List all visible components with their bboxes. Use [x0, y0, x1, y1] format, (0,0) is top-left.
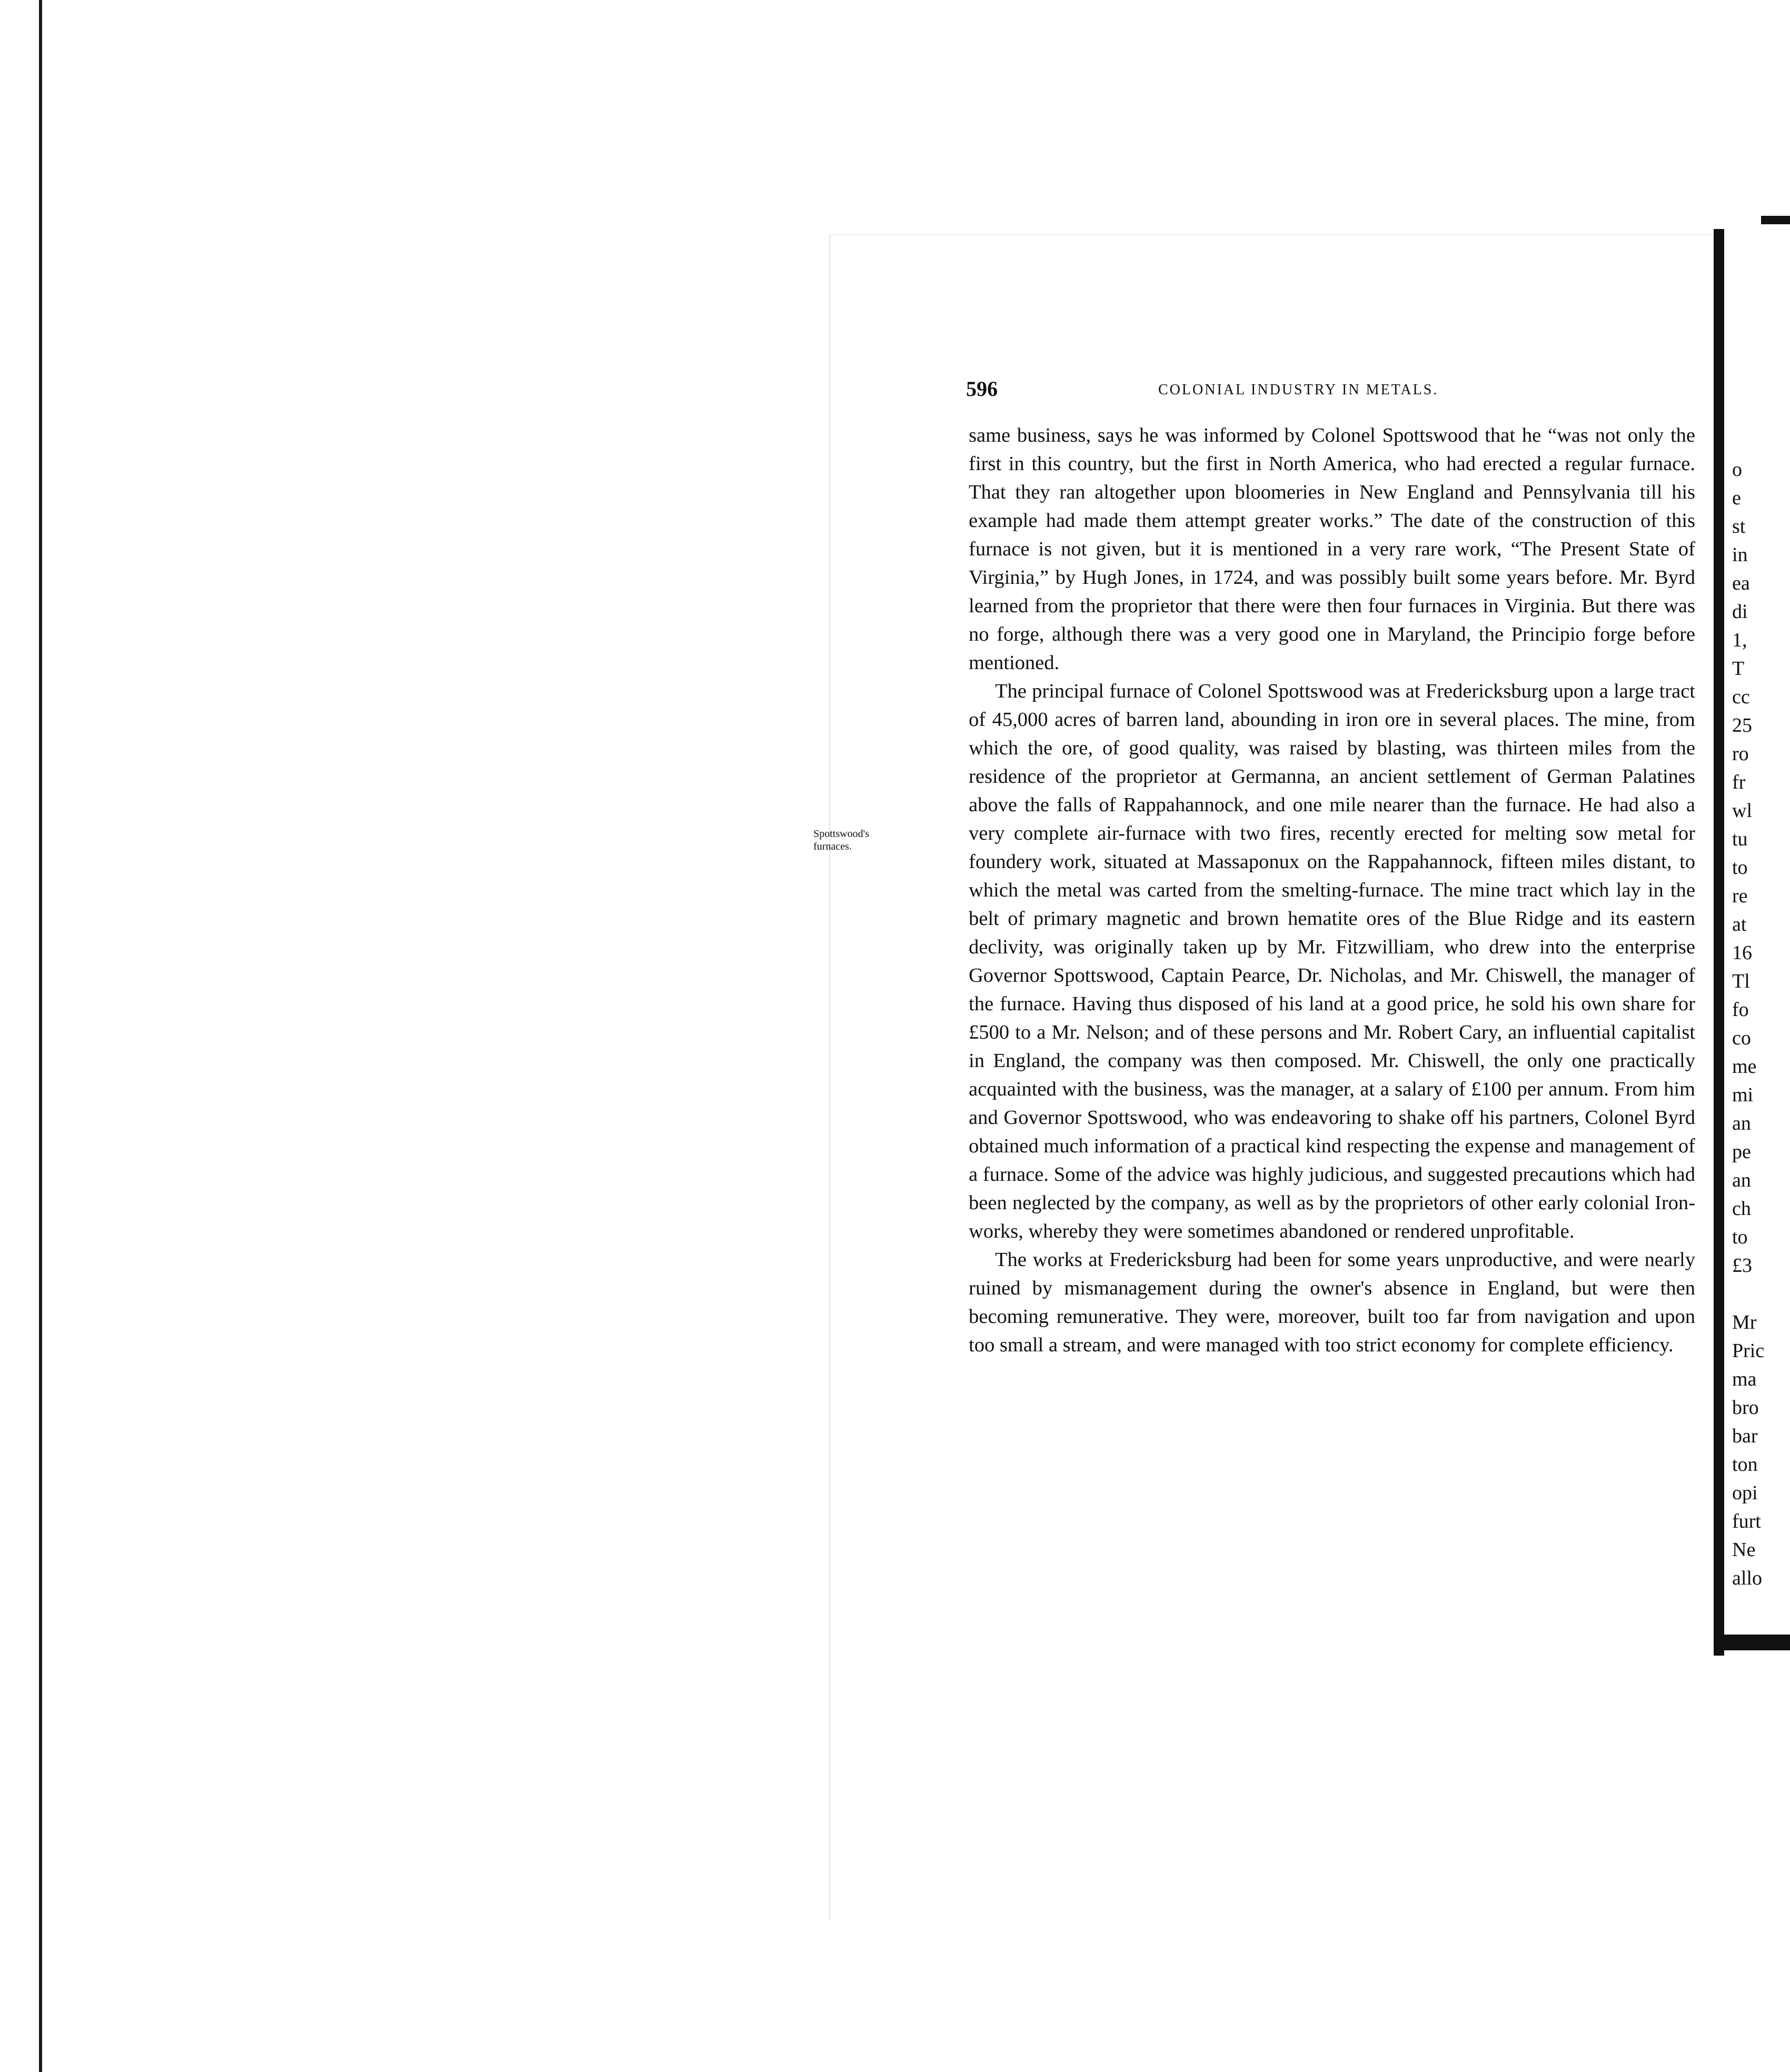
running-title: COLONIAL INDUSTRY IN METALS. — [1158, 382, 1439, 398]
next-page-fragment: mi — [1732, 1084, 1754, 1106]
page-header — [966, 376, 1703, 408]
next-page-fragment: T — [1732, 658, 1745, 680]
next-page-fragment: in — [1732, 544, 1748, 566]
scan-margin-line — [39, 0, 42, 2072]
next-page-fragment: 1, — [1732, 629, 1747, 651]
next-page-fragment: ea — [1732, 572, 1750, 594]
next-page-fragment: o — [1732, 459, 1742, 481]
next-page-fragment: e — [1732, 487, 1741, 509]
next-page-fragment: ro — [1732, 743, 1749, 765]
next-page-fragment: allo — [1732, 1567, 1762, 1589]
paragraph-1: same business, says he was informed by Colonel Spottswood that he “was not only the first in this country, but the first in North America, who had erected a regular furnace. That they ran altogether upon bloomeries in New England and Pennsylvania till his example had made them attempt greater works.” The date of the construction of this furnace is not given, but it is mentioned in a very rare work, “The Present State of Virginia,” by Hugh Jones, in 1724, and was possibly built some years before. Mr. Byrd learned from the proprietor that there were then four furnaces in Virginia. But there was no forge, although there was a very good one in Maryland, the Principio forge before mentioned. — [969, 424, 1695, 674]
next-page-fragment: 25 — [1732, 714, 1752, 736]
next-page-fragment: bro — [1732, 1397, 1759, 1419]
next-page-fragment: opi — [1732, 1482, 1758, 1504]
binding-mark-bottom — [1714, 1635, 1790, 1650]
next-page-fragment: an — [1732, 1169, 1751, 1191]
next-page-fragment: an — [1732, 1112, 1751, 1134]
next-page-fragment: ma — [1732, 1368, 1757, 1390]
next-page-fragment: cc — [1732, 686, 1750, 708]
next-page-fragment: di — [1732, 601, 1748, 623]
next-page-fragment: bar — [1732, 1425, 1758, 1447]
next-page-fragment: to — [1732, 1226, 1748, 1248]
next-page-fragment: me — [1732, 1055, 1757, 1078]
next-page-fragment: Mr — [1732, 1311, 1757, 1333]
paragraph-2: The principal furnace of Colonel Spottswood was at Fredericksburg upon a large tract of 45,000 acres of barren land, abounding in iron ore in several places. The mine, from which the ore, of good quality, was raised by blasting, was thirteen miles from the residence of the proprietor at Germanna, an ancient settlement of German Palatines above the falls of Rappahannock, and one mile nearer than the furnace. He had also a very complete air-furnace with two fires, recently erected for melting sow metal for foundery work, situated at Massaponux on the Rappahannock, fifteen miles distant, to which the metal was carted from the smelting-furnace. The mine tract which lay in the belt of primary magnetic and brown hematite ores of the Blue Ridge and its eastern declivity, was originally taken up by Mr. Fitzwilliam, who drew into the enterprise Governor Spottswood, Captain Pearce, Dr. Nicholas, and Mr. Chiswell, the manager of the furnace. Having thus disposed of his land at a good price, he sold his own share for £500 to a Mr. Nelson; and of these persons and Mr. Robert Cary, an influential capitalist in England, the company was then composed. Mr. Chiswell, the only one practically acquainted with the business, was the manager, at a salary of £100 per annum. From him and Governor Spottswood, who was endeavoring to shake off his partners, Colonel Byrd obtained much information of a practical kind respecting the expense and management of a furnace. Some of the advice was highly judicious, and suggested precautions which had been neglected by the company, as well as by the proprietors of other early colonial Iron-works, whereby they were sometimes abandoned or rendered unprofitable. — [969, 680, 1695, 1242]
next-page-fragment: furt — [1732, 1510, 1761, 1532]
next-page-fragment: Ne — [1732, 1539, 1756, 1561]
next-page-fragment: Pric — [1732, 1340, 1765, 1362]
next-page-fragment: st — [1732, 515, 1746, 537]
next-page-fragment: ton — [1732, 1453, 1758, 1476]
next-page-fragment: at — [1732, 913, 1747, 935]
next-page-fragment — [1732, 1280, 1790, 1308]
next-page-fragment: 16 — [1732, 942, 1752, 964]
next-page-fragment: Tl — [1732, 970, 1750, 992]
next-page-fragment: pe — [1732, 1141, 1751, 1163]
next-page-fragment: wl — [1732, 800, 1752, 822]
next-page-edge — [1714, 205, 1790, 1969]
next-page-text-fragments — [1732, 455, 1790, 1592]
next-page-fragment: £3 — [1732, 1254, 1752, 1277]
next-page-fragment: to — [1732, 856, 1748, 879]
binding-mark-stem — [1714, 229, 1724, 1656]
next-page-fragment: re — [1732, 885, 1748, 907]
binding-mark-top — [1761, 216, 1790, 224]
paragraph-3: The works at Fredericksburg had been for some years unproductive, and were nearly ruined by mismanagement during the owner's absence in England, but were then becoming remunerative. They were, moreover, built too far from navigation and upon too small a stream, and were managed with too strict economy for complete efficiency. — [969, 1249, 1695, 1356]
body-text — [969, 421, 1695, 1359]
next-page-fragment: fr — [1732, 771, 1746, 793]
margin-note: Spottswood's furnaces. — [813, 828, 869, 852]
next-page-fragment: tu — [1732, 828, 1748, 850]
next-page-fragment: ch — [1732, 1198, 1751, 1220]
page-number: 596 — [966, 377, 998, 401]
next-page-fragment: co — [1732, 1027, 1751, 1049]
next-page-fragment: fo — [1732, 999, 1749, 1021]
